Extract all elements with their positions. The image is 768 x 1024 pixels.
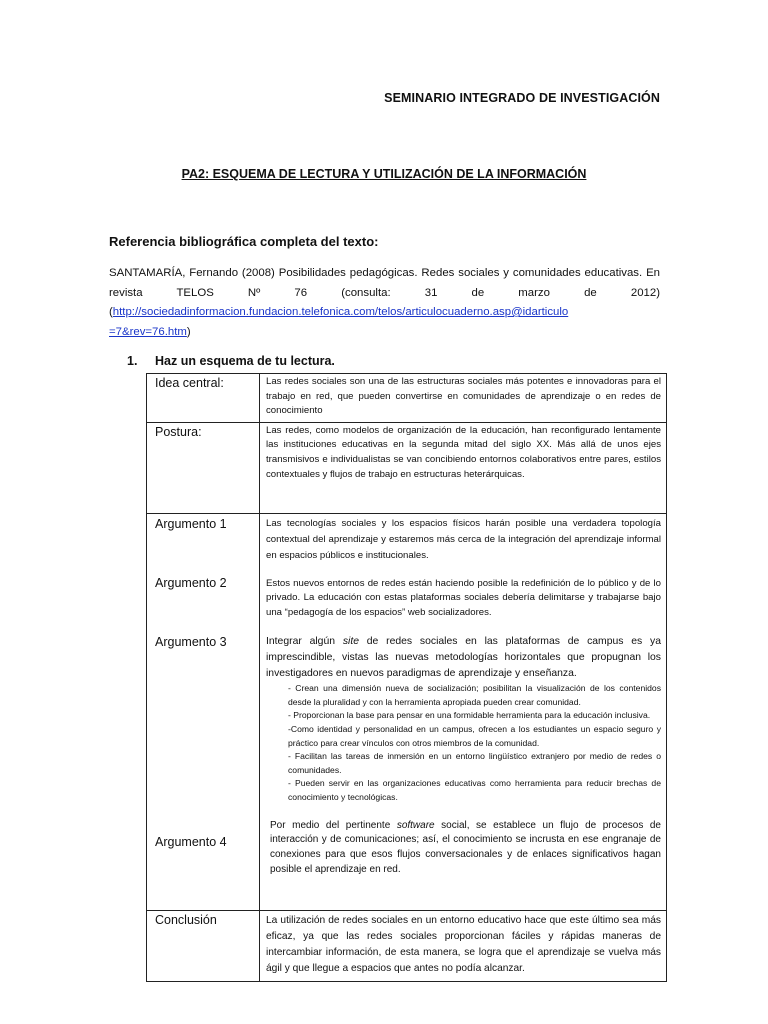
argument-3-bullet-list: [266, 682, 661, 804]
reference-url-line-2: [109, 323, 660, 343]
argument-4-text-end: social, se establece un flujo de procesos de interacción y de comunicaciones; así, el conocimiento se incrusta en ese engranaje de conexiones para que esos flujos conversacionales y de enlaces significativos hagan posible el aprendizaje en red.: [270, 819, 661, 876]
argument-1-text: Las tecnologías sociales y los espacios físicos harán posible una verdadera topología contextual del aprendizaje y estaremos más cerca de la integración del aprendizaje informal en espacios públicos e institucionales.: [266, 517, 661, 561]
argument-2-text: Estos nuevos entornos de redes están haciendo posible la redefinición de lo público y de lo privado. La educación con estas plataformas sociales debería delimitarse y trabajarse bajo una “pedagogía de los espacios” web socializadores.: [266, 577, 661, 618]
question-item: [127, 354, 335, 368]
argument-labels-cell: [147, 513, 260, 910]
row-postura: [147, 422, 667, 513]
argument-1-label: Argumento 1: [155, 516, 227, 531]
argument-4-label: Argumento 4: [155, 834, 227, 849]
open-paren: (: [109, 306, 113, 318]
argument-3-bullet: - Crean una dimensión nueva de socialización; posibilitan la visualización de los contenidos desde la pluralidad y con la herramienta apropiada pueden crear comunidad.: [288, 683, 661, 707]
question-number: 1.: [127, 354, 138, 368]
row-argumentos: [147, 513, 667, 910]
idea-central-paragraph: Las redes sociales son una de las estructuras sociales más potentes e innovadoras para el trabajo en red, que pueden convertirse en comunidades de aprendizaje o en redes de conocimiento: [266, 376, 661, 417]
argument-3-bullet: -Como identidad y personalidad en un campus, ofrecen a los estudiantes un espacio seguro y práctico para crear vínculos con otros miembros de la comunidad.: [288, 724, 661, 748]
idea-central-label: Idea central:: [147, 374, 260, 423]
conclusion-label: Conclusión: [147, 910, 260, 981]
argument-4-emphasis: software: [396, 819, 435, 831]
postura-paragraph: Las redes, como modelos de organización de la educación, han reconfigurado lentamente las instituciones educativas en la segunda mitad del siglo XX. Más allá de unos ejes transmisivos e individualistas se van concibiendo entornos colaborativos entre pares, estilos contextuales y flujos de trabajo en estructuras heterárquicas.: [266, 424, 661, 480]
reference-line-2: revista TELOS Nº 76 (consulta: 31 de marzo de 2012): [109, 286, 660, 299]
bibliographic-reference: [109, 264, 660, 342]
argument-3-label: Argumento 3: [155, 634, 227, 649]
reference-line-1: SANTAMARÍA, Fernando (2008) Posibilidades pedagógicas. Redes sociales y comunidades educativas. En: [109, 267, 660, 279]
argument-3-text-end: de redes sociales en las plataformas de campus es ya imprescindible, vistas las nuevas metodologías horizontales que propugnan los investigadores en nuevos paradigmas de aprendizaje y enseñanza.: [266, 636, 661, 680]
conclusion-paragraph: La utilización de redes sociales en un entorno educativo hace que este último sea más eficaz, ya que las redes sociales proporcionan fáciles y rápidas maneras de intercambiar información, de esta manera, se logra que el aprendizaje se vuelva más ágil y que llegue a espacios que antes no podía alcanzar.: [266, 914, 661, 975]
argument-4-text-start: Por medio del pertinente: [270, 819, 397, 831]
argument-texts-cell: [260, 513, 667, 910]
reference-url-line: [109, 303, 660, 323]
reference-link-continued[interactable]: =7&rev=76.htm: [109, 325, 187, 338]
question-text: Haz un esquema de tu lectura.: [155, 354, 335, 368]
reading-scheme-table: [146, 373, 667, 982]
postura-label: Postura:: [147, 422, 260, 513]
course-header: SEMINARIO INTEGRADO DE INVESTIGACIÓN: [384, 91, 660, 105]
argument-4-text: [266, 819, 661, 878]
close-paren: ): [186, 325, 191, 338]
conclusion-text: [260, 910, 667, 981]
argument-3-text-start: Integrar algún: [266, 636, 343, 648]
argument-3-emphasis: site: [342, 636, 359, 648]
argument-3-text: [266, 634, 661, 682]
reference-heading: Referencia bibliográfica completa del texto:: [109, 234, 379, 249]
row-idea-central: [147, 374, 667, 423]
postura-text: [260, 422, 667, 513]
row-conclusion: [147, 910, 667, 981]
reference-link[interactable]: http://sociedadinformacion.fundacion.telefonica.com/telos/articulocuaderno.asp@idarticulo: [112, 306, 569, 318]
argument-2-label: Argumento 2: [155, 575, 227, 590]
idea-central-text: [260, 374, 667, 423]
argument-3-bullet: - Proporcionan la base para pensar en una formidable herramienta para la educación inclusiva.: [288, 710, 651, 721]
argument-3-bullet: - Facilitan las tareas de inmersión en un entorno lingüístico extranjero por medio de redes o comunidades.: [288, 751, 661, 775]
document-title: PA2: ESQUEMA DE LECTURA Y UTILIZACIÓN DE LA INFORMACIÓN: [181, 167, 587, 181]
argument-3-bullet: - Pueden servir en las organizaciones educativas como herramienta para reducir brechas de conocimiento y tecnológicas.: [288, 778, 661, 803]
